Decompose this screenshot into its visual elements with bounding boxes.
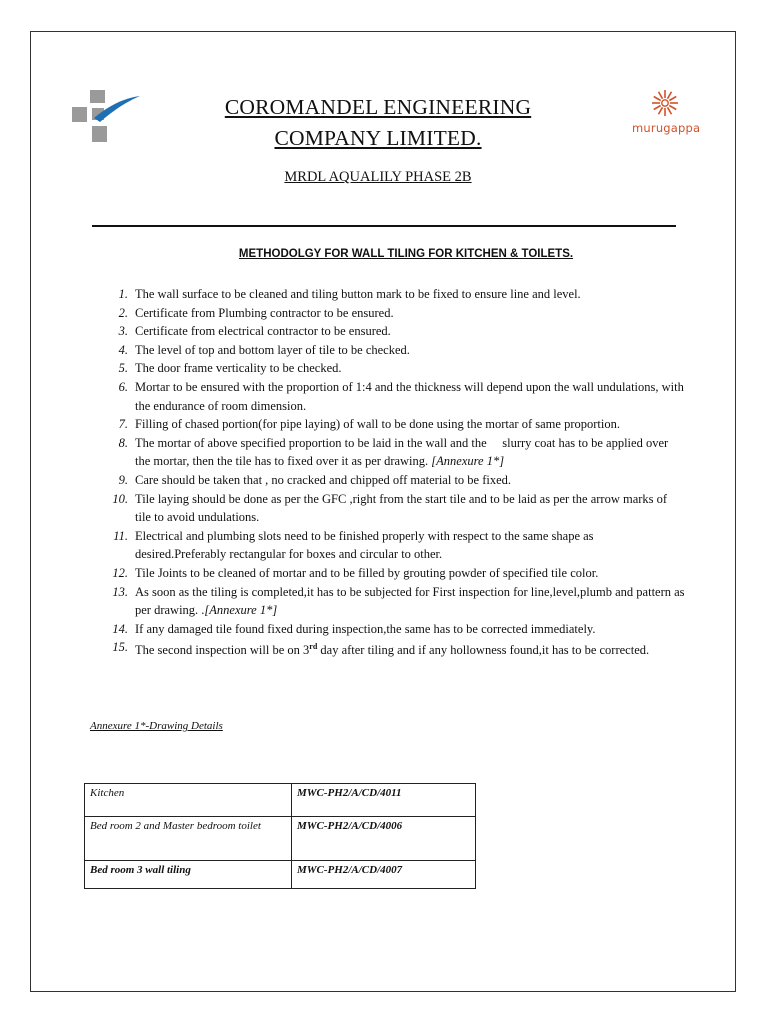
methodology-heading: METHODOLGY FOR WALL TILING FOR KITCHEN & TOILETS. [238, 248, 574, 260]
step-text: The mortar of above specified proportion to be laid in the wall and the slurry coat has to be applied over the mortar, then the tile has to fixed over it as per drawing. [135, 435, 672, 469]
list-item [106, 415, 686, 434]
annexure-reference: [Annexure 1*] [431, 454, 505, 469]
flower-petal [654, 106, 661, 110]
brand-name: murugappa [632, 121, 701, 135]
murugappa-logo [632, 88, 701, 144]
list-item [106, 583, 686, 620]
list-item [106, 304, 686, 323]
list-item [106, 378, 686, 415]
step-number: 11. [113, 528, 128, 543]
flower-petal [668, 107, 672, 114]
list-item [106, 638, 686, 660]
step-text: The level of top and bottom layer of tile to be checked. [135, 342, 410, 357]
drawing-number-cell: MWC-PH2/A/CD/4006 [292, 817, 476, 861]
area-cell: Bed room 2 and Master bedroom toilet [85, 817, 292, 861]
flower-petal [669, 106, 676, 110]
ordinal-suffix: rd [309, 642, 318, 652]
step-number: 4. [118, 342, 128, 357]
list-item [106, 285, 686, 304]
step-text: Electrical and plumbing slots need to be finished properly with respect to the same shape as desired.Preferably rectangular for boxes and circular to other. [135, 528, 594, 562]
logo-block [72, 107, 87, 122]
area-cell: Kitchen [85, 784, 292, 817]
step-number: 1. [118, 287, 128, 301]
step-number: 12. [112, 565, 128, 580]
horizontal-rule [92, 225, 676, 227]
list-item [106, 434, 686, 471]
coromandel-logo [70, 88, 142, 148]
step-number: 5. [118, 361, 128, 376]
project-title: MRDL AQUALILY PHASE 2B [284, 169, 472, 185]
flower-petal [669, 97, 676, 101]
step-text: Filling of chased portion(for pipe laying) of wall to be done using the mortar of same proportion. [135, 417, 620, 432]
flower-petal [668, 92, 672, 99]
list-item [106, 322, 686, 341]
logo-block [92, 126, 107, 142]
flower-petal [659, 92, 663, 99]
annexure-reference: [Annexure 1*] [204, 603, 278, 618]
step-text: day after tiling and if any hollowness found,it has to be corrected. [317, 643, 650, 658]
step-number: 13. [112, 584, 128, 599]
step-text: Certificate from electrical contractor to be ensured. [135, 324, 391, 339]
step-text: Mortar to be ensured with the proportion of 1:4 and the thickness will depend upon the wall undulations, with the endurance of room dimension. [135, 379, 684, 413]
step-text: The wall surface to be cleaned and tiling button mark to be fixed to ensure line and level. [135, 287, 581, 301]
logo-block [90, 90, 105, 103]
list-item [106, 620, 686, 639]
step-number: 6. [118, 379, 128, 394]
drawing-details-table [84, 783, 476, 889]
flower-petal [654, 97, 661, 101]
company-name-line2: COMPANY LIMITED. [274, 126, 482, 150]
step-number: 14. [112, 621, 128, 636]
company-name-line1: COROMANDEL ENGINEERING [224, 95, 532, 119]
step-text: The door frame verticality to be checked. [135, 361, 342, 376]
step-number: 10. [112, 491, 128, 506]
flower-petal [659, 107, 663, 114]
annexure-label: Annexure 1*-Drawing Details [90, 720, 223, 732]
list-item [106, 471, 686, 490]
step-text: Certificate from Plumbing contractor to be ensured. [135, 305, 394, 320]
area-cell: Bed room 3 wall tiling [85, 861, 292, 889]
step-number: 9. [118, 472, 128, 487]
step-number: 8. [118, 435, 128, 450]
step-text: If any damaged tile found fixed during inspection,the same has to be corrected immediately. [135, 621, 596, 636]
step-text: As soon as the tiling is completed,it has to be subjected for First inspection for line,level,plumb and pattern as per drawing. . [135, 584, 685, 618]
table-row [85, 784, 476, 817]
table-row [85, 861, 476, 889]
step-number: 3. [118, 324, 128, 339]
step-number: 2. [118, 305, 128, 320]
step-text: Tile laying should be done as per the GFC ,right from the start tile and to be laid as per the arrow marks of tile to avoid undulations. [135, 491, 668, 525]
list-item [106, 490, 686, 527]
list-item [106, 564, 686, 583]
list-item [106, 341, 686, 360]
table-row [85, 817, 476, 861]
step-text: The second inspection will be on 3 [135, 643, 310, 658]
drawing-number-cell: MWC-PH2/A/CD/4007 [292, 861, 476, 889]
step-number: 15. [112, 640, 128, 655]
methodology-steps [106, 285, 686, 660]
step-text: Tile Joints to be cleaned of mortar and to be filled by grouting powder of specified tile color. [135, 565, 599, 580]
step-text: Care should be taken that , no cracked and chipped off material to be fixed. [135, 472, 512, 487]
drawing-number-cell: MWC-PH2/A/CD/4011 [292, 784, 476, 817]
list-item [106, 359, 686, 378]
step-number: 7. [118, 417, 128, 432]
flower-icon [648, 88, 682, 120]
list-item [106, 527, 686, 564]
